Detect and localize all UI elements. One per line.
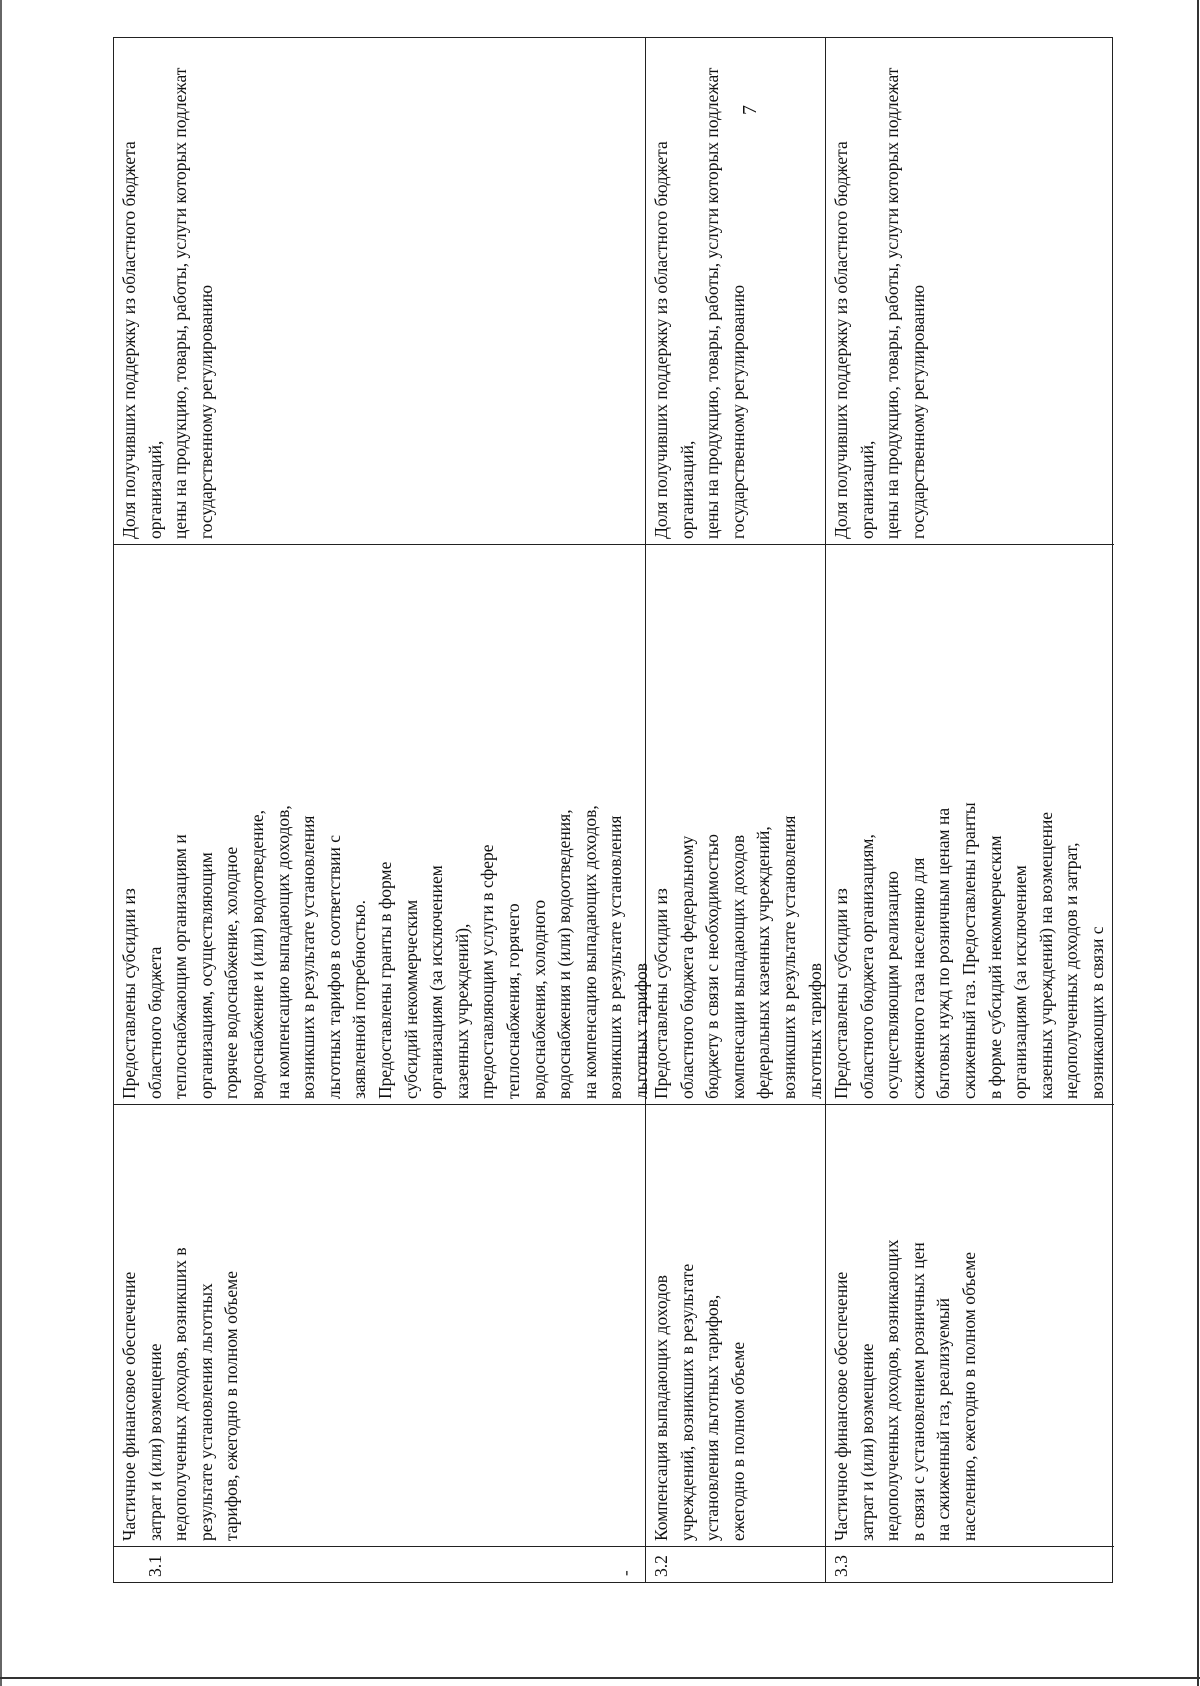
measure-description-cell: Предоставлены субсидии из областного бюджета федеральному бюджету в связи с необходимостью компенсации выпадающих доходов федеральных казенных учреждений, возникших в результате установления льготных тарифов — [646, 544, 825, 1104]
row-number-cell — [114, 1546, 645, 1582]
page-border-right — [1197, 0, 1199, 1686]
measure-description-cell: Предоставлены субсидии из областного бюджета организациям, осуществляющим реализацию сжиженного газа населению для бытовых нужд по розничным ценам на сжиженный газ. Предоставлены гранты в форме субсидий некоммерческим организациям (за исключением казенных учреждений) на возмещение недополученных доходов и затрат, возникающих в связи с — [826, 544, 1114, 1104]
page-border-bottom — [0, 1677, 1200, 1679]
indicator-cell: Доля получивших поддержку из областного бюджета организаций, цены на продукцию, товары, работы, услуги которых подлежат государственному регулированию — [651, 67, 748, 539]
measure-description-cell: Предоставлены субсидии из областного бюджета теплоснабжающим организациям и организациям, осуществляющим горячее водоснабжение, холодное водоснабжение и (или) водоотведение, на компенсацию выпадающих доходов, возникших в результате установления льготных тарифов в соответствии с заявленной потребностью. Предоставлены гранты в форме субсидий некоммерческим организациям (за исключением казенных учреждений), предоставляющим услуги в сфере теплоснабжения, горячего водоснабжения, холодного водоснабжения и (или) водоотведения, на компенсацию выпадающих доходов, возникших в результате установления льготных тарифов — [114, 544, 645, 1104]
row-number: 3.1 — [144, 1555, 165, 1577]
indicator-cell: Доля получивших поддержку из областного бюджета организаций, цены на продукцию, товары, работы, услуги которых подлежат государственному регулированию — [831, 67, 928, 539]
indicator-cell: Доля получивших поддержку из областного бюджета организаций, цены на продукцию, товары, работы, услуги которых подлежат государственному регулированию — [119, 67, 216, 539]
row-number-cell: 3.3 — [826, 1546, 1114, 1582]
margin-dash-mark: - — [616, 1570, 636, 1576]
measure-name-cell: Компенсация выпадающих доходов учреждений, возникших в результате установления льготных тарифов, ежегодно в полном объеме — [646, 1104, 825, 1546]
measure-name-cell: Частичное финансовое обеспечение затрат и (или) возмещение недополученных доходов, возникающих в связи с установлением розничных цен на сжиженный газ, реализуемый населению, ежегодно в полном объеме — [826, 1104, 1114, 1546]
measure-name-cell: Частичное финансовое обеспечение затрат и (или) возмещение недополученных доходов, возникших в результате установления льготных тарифов, ежегодно в полном объеме — [114, 1104, 645, 1546]
program-measures-table — [113, 37, 1113, 1583]
table-row — [826, 38, 1114, 1582]
table-row — [114, 38, 651, 1582]
page-number: 7 — [739, 105, 761, 115]
table-row — [646, 38, 826, 1582]
page-border-left — [0, 0, 2, 1686]
row-number-cell: 3.2 — [646, 1546, 825, 1582]
